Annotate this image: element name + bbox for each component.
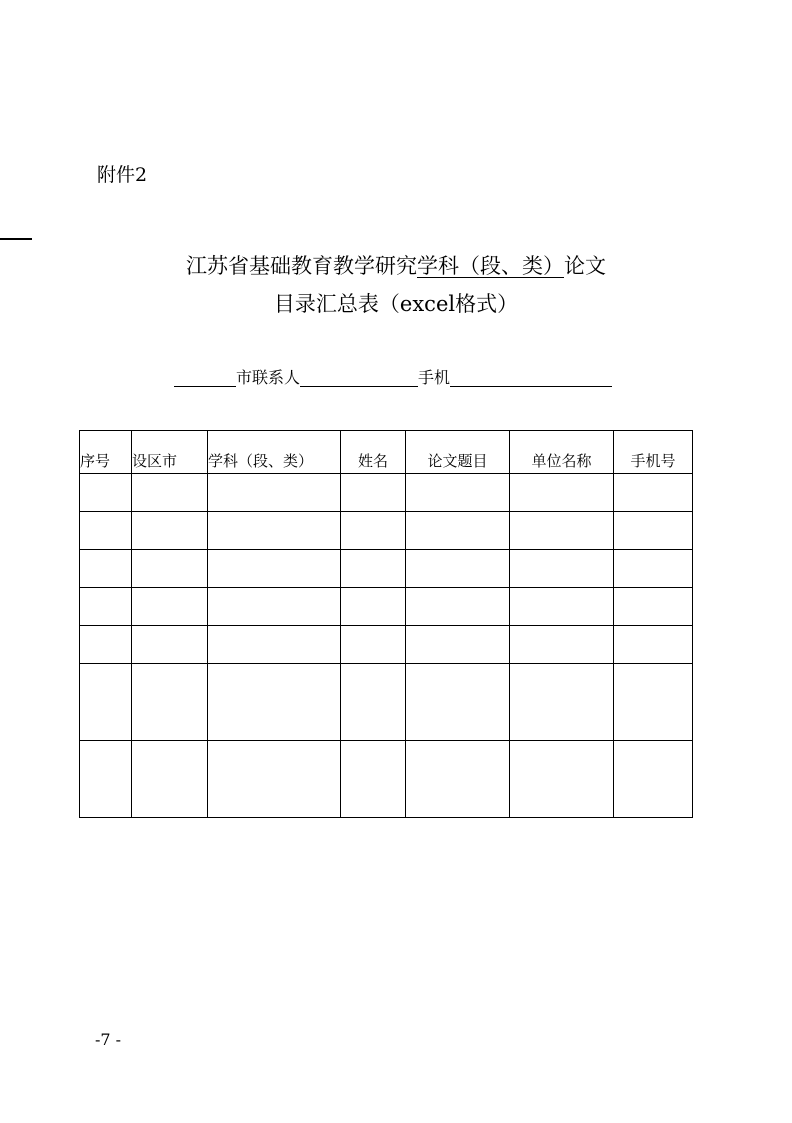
table-cell[interactable]	[132, 474, 208, 512]
table-cell[interactable]	[132, 588, 208, 626]
table-row	[80, 550, 693, 588]
table-cell[interactable]	[614, 550, 693, 588]
table-cell[interactable]	[341, 474, 406, 512]
table-cell[interactable]	[510, 474, 614, 512]
header-serial-number: 序号	[80, 431, 132, 474]
table-cell[interactable]	[80, 626, 132, 664]
table-cell[interactable]	[614, 474, 693, 512]
table-cell[interactable]	[510, 550, 614, 588]
table-cell[interactable]	[406, 741, 510, 818]
table-cell[interactable]	[208, 664, 341, 741]
table-cell[interactable]	[80, 550, 132, 588]
table-cell[interactable]	[614, 741, 693, 818]
page-number: -7 -	[95, 1030, 122, 1049]
table-cell[interactable]	[510, 512, 614, 550]
header-phone-number: 手机号	[614, 431, 693, 474]
table-cell[interactable]	[510, 741, 614, 818]
table-cell[interactable]	[80, 512, 132, 550]
table-cell[interactable]	[208, 512, 341, 550]
table-cell[interactable]	[406, 626, 510, 664]
header-name: 姓名	[341, 431, 406, 474]
table-cell[interactable]	[341, 741, 406, 818]
table-row	[80, 588, 693, 626]
contact-info-row	[174, 368, 612, 392]
table-cell[interactable]	[341, 512, 406, 550]
city-contact-label: 市联系人	[236, 368, 301, 387]
header-subject: 学科（段、类）	[208, 431, 341, 474]
table-cell[interactable]	[132, 664, 208, 741]
table-cell[interactable]	[132, 626, 208, 664]
document-title-line-2: 目录汇总表（excel格式）	[273, 292, 519, 316]
table-cell[interactable]	[614, 512, 693, 550]
table-cell[interactable]	[341, 588, 406, 626]
table-cell[interactable]	[80, 588, 132, 626]
header-paper-title: 论文题目	[406, 431, 510, 474]
table-cell[interactable]	[80, 474, 132, 512]
table-row	[80, 512, 693, 550]
table-cell[interactable]	[132, 741, 208, 818]
phone-label: 手机	[418, 368, 451, 387]
table-cell[interactable]	[208, 474, 341, 512]
table-cell[interactable]	[208, 588, 341, 626]
table-cell[interactable]	[406, 550, 510, 588]
table-cell[interactable]	[341, 550, 406, 588]
header-city: 设区市	[132, 431, 208, 474]
table-cell[interactable]	[341, 626, 406, 664]
table-cell[interactable]	[80, 664, 132, 741]
table-cell[interactable]	[80, 741, 132, 818]
table-cell[interactable]	[132, 550, 208, 588]
table-cell[interactable]	[510, 588, 614, 626]
table-row	[80, 626, 693, 664]
table-cell[interactable]	[406, 588, 510, 626]
city-blank-field[interactable]	[174, 368, 236, 387]
title-suffix: 论文	[564, 254, 606, 278]
paper-entry-table	[79, 430, 693, 818]
title-underlined-subject: 学科（段、类）	[417, 254, 564, 278]
table-cell[interactable]	[406, 474, 510, 512]
margin-rule	[0, 238, 32, 240]
phone-blank-field[interactable]	[450, 368, 612, 387]
table-cell[interactable]	[614, 664, 693, 741]
attachment-label: 附件2	[97, 164, 148, 186]
table-cell[interactable]	[341, 664, 406, 741]
title-prefix: 江苏省基础教育教学研究	[186, 254, 417, 278]
table-cell[interactable]	[406, 512, 510, 550]
table-cell[interactable]	[510, 664, 614, 741]
table-cell[interactable]	[208, 550, 341, 588]
table-cell[interactable]	[208, 741, 341, 818]
table-cell[interactable]	[614, 588, 693, 626]
table-cell[interactable]	[614, 626, 693, 664]
table-row	[80, 664, 693, 741]
table-header-row	[80, 431, 693, 474]
table-cell[interactable]	[510, 626, 614, 664]
table-cell[interactable]	[406, 664, 510, 741]
table-cell[interactable]	[208, 626, 341, 664]
table-row	[80, 741, 693, 818]
header-organization: 单位名称	[510, 431, 614, 474]
document-title-line-1	[0, 250, 792, 280]
table-row	[80, 474, 693, 512]
table-cell[interactable]	[132, 512, 208, 550]
contact-name-blank-field[interactable]	[300, 368, 418, 387]
